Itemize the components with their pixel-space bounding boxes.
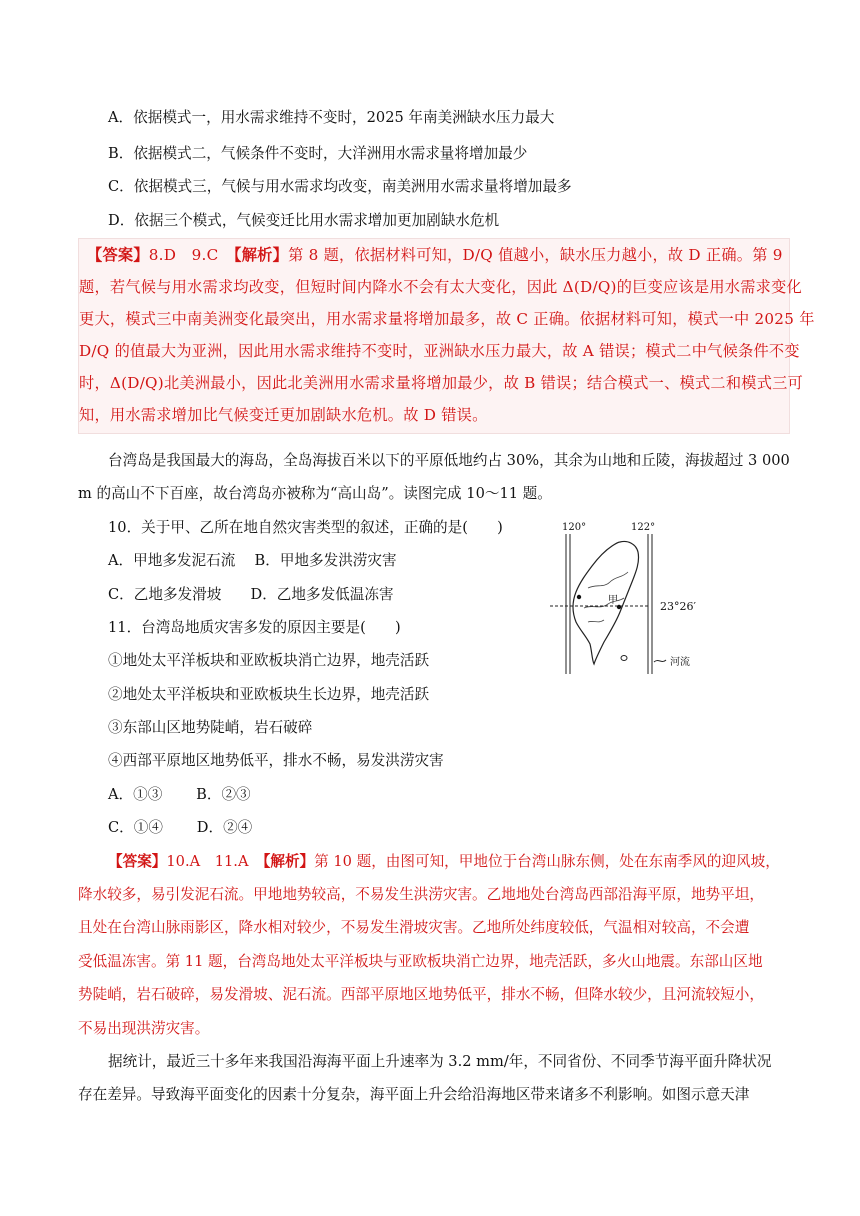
- analysis2-text: 第 10 题，由图可知，甲地位于台湾山脉东侧，处在东南季风的迎风坡，: [314, 853, 780, 870]
- answer-analysis-box: [78, 238, 815, 434]
- question-11-item-1: ①地处太平洋板块和亚欧板块消亡边界，地壳活跃: [108, 652, 430, 669]
- intro-line-1: 台湾岛是我国最大的海岛，全岛海拔百米以下的平原低地约占 30%，其余为山地和丘陵，海拔超过 3 000: [108, 452, 790, 469]
- river-legend-label: 河流: [670, 657, 690, 668]
- question-10-options-cd: C．乙地多发滑坡 D．乙地多发低温冻害: [108, 586, 394, 603]
- question-11-options-cd: C．①④ D．②④: [108, 819, 253, 836]
- question-11-item-4: ④西部平原地区地势低平，排水不畅，易发洪涝灾害: [108, 752, 444, 769]
- answer-line-5: 时，Δ(D/Q)北美洲最小，因此北美洲用水需求量将增加最少，故 B 错误；结合模式一、模式二和模式三可: [79, 374, 804, 392]
- answer-line-4: D/Q 的值最大为亚洲，因此用水需求维持不变时，亚洲缺水压力最大，故 A 错误；模式二中气候条件不变: [79, 342, 800, 360]
- question-10-options-ab: A．甲地多发泥石流 B．甲地多发洪涝灾害: [108, 552, 397, 569]
- question-11-item-2: ②地处太平洋板块和亚欧板块生长边界，地壳活跃: [108, 686, 430, 703]
- option-c: C．依据模式三，气候与用水需求均改变，南美洲用水需求量将增加最多: [108, 178, 572, 195]
- intro-line-2: m 的高山不下百座，故台湾岛亦被称为“高山岛”。读图完成 10～11 题。: [78, 485, 552, 502]
- answer-numbers: 8.D 9.C: [148, 246, 234, 264]
- tail-line-1: 据统计，最近三十多年来我国沿海海平面上升速率为 3.2 mm/年，不同省份、不同季节海平面升降状况: [108, 1053, 772, 1070]
- river-1: [588, 572, 628, 588]
- answer-line-3: 更大，模式三中南美洲变化最突出，用水需求量将增加最多，故 C 正确。依据材料可知，模式一中 2025 年: [79, 310, 815, 328]
- point-yi: [577, 595, 581, 599]
- question-11-stem: 11．台湾岛地质灾害多发的原因主要是( ): [108, 619, 401, 636]
- answer2-line-3: 且处在台湾山脉雨影区，降水相对较少，不易发生滑坡灾害。乙地所处纬度较低，气温相对较高，不会遭: [78, 919, 750, 936]
- answer2-line-5: 势陡峭，岩石破碎，易发滑坡、泥石流。西部平原地区地势低平，排水不畅，但降水较少，且河流较短小，: [78, 986, 764, 1003]
- taiwan-map-figure: [548, 518, 718, 676]
- analysis-label: 【解析】: [233, 246, 289, 264]
- question-11-item-3: ③东部山区地势陡峭，岩石破碎: [108, 719, 313, 736]
- longitude-label-122: 122°: [631, 522, 656, 533]
- answer2-label: 【答案】: [108, 853, 167, 870]
- answer-line-2: 题，若气候与用水需求均改变，但短时间内降水不会有太大变化，因此 Δ(D/Q)的巨变应该是用水需求变化: [79, 278, 802, 296]
- analysis-text: 第 8 题，依据材料可知，D/Q 值越小，缺水压力越小，故 D 正确。第 9: [288, 246, 783, 264]
- latitude-label: 23°26′: [660, 600, 696, 613]
- point-jia-label: 甲: [608, 595, 618, 606]
- longitude-label-120: 120°: [562, 522, 587, 533]
- small-island: [621, 656, 627, 661]
- question-11-options-ab: A．①③ B．②③: [108, 786, 251, 803]
- question-10-stem: 10．关于甲、乙所在地自然灾害类型的叙述，正确的是( ): [108, 519, 503, 536]
- answer2-line-2: 降水较多，易引发泥石流。甲地地势较高，不易发生洪涝灾害。乙地地处台湾岛西部沿海平原，地势平坦，: [78, 886, 764, 903]
- option-a: A．依据模式一，用水需求维持不变时，2025 年南美洲缺水压力最大: [108, 109, 555, 126]
- taiwan-island-outline: [573, 541, 639, 664]
- river-legend-icon: [654, 660, 666, 662]
- tail-line-2: 存在差异。导致海平面变化的因素十分复杂，海平面上升会给沿海地区带来诸多不利影响。如图示意天津: [78, 1086, 750, 1103]
- answer2-line-1: [108, 851, 780, 873]
- answer2-numbers: 10.A 11.A: [166, 853, 264, 870]
- analysis2-label: 【解析】: [263, 853, 315, 870]
- answer2-line-6: 不易出现洪涝灾害。: [78, 1020, 210, 1037]
- option-d: D．依据三个模式，气候变迁比用水需求增加更加剧缺水危机: [108, 212, 500, 229]
- answer-line-6: 知，用水需求增加比气候变迁更加剧缺水危机。故 D 错误。: [79, 406, 488, 424]
- option-b: B．依据模式二，气候条件不变时，大洋洲用水需求量将增加最少: [108, 145, 528, 162]
- answer2-line-4: 受低温冻害。第 11 题，台湾岛地处太平洋板块与亚欧板块消亡边界，地壳活跃，多火山地震。东部山区地: [78, 953, 763, 970]
- answer-label: 【答案】: [87, 246, 149, 264]
- river-3: [588, 620, 604, 622]
- answer-line-1: [87, 244, 783, 266]
